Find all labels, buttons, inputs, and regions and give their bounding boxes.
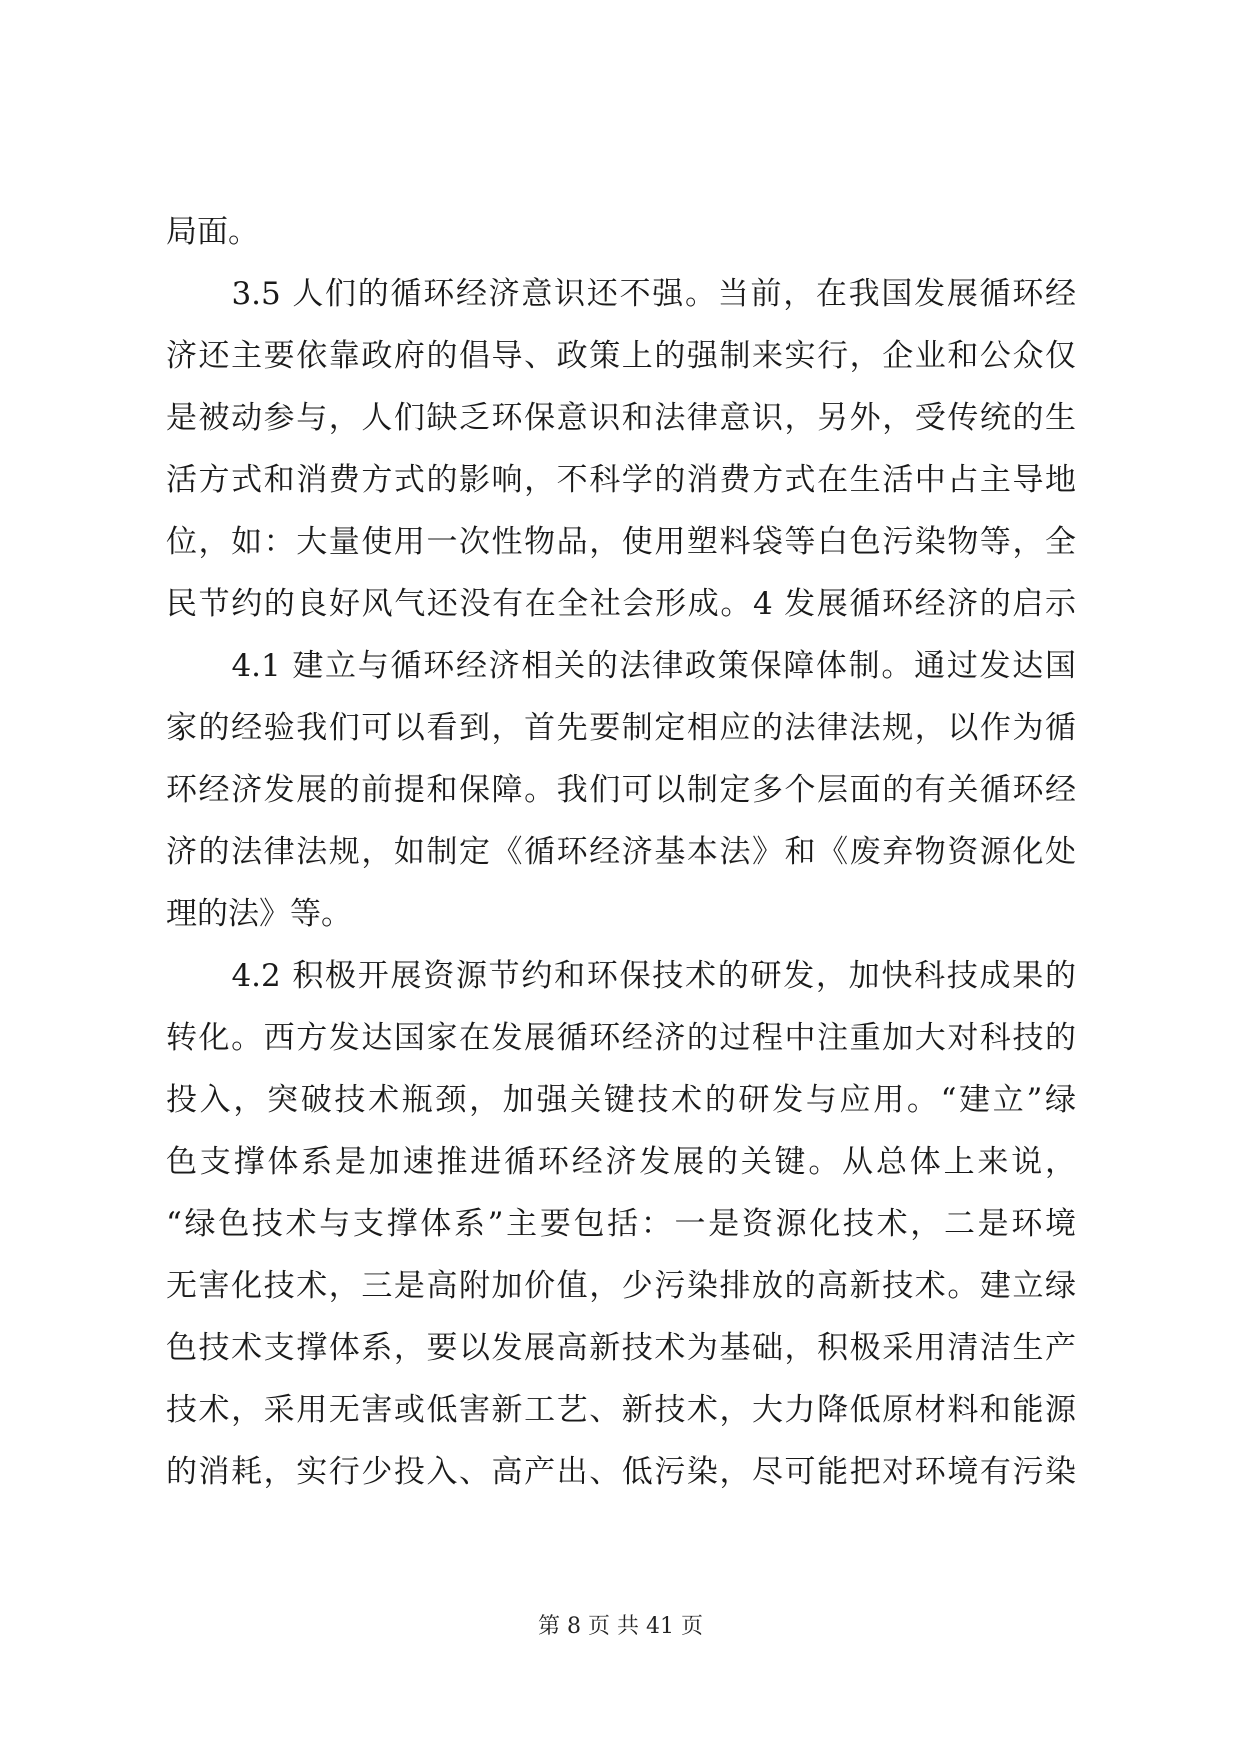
text-line-21: 的消耗，实行少投入、高产出、低污染，尽可能把对环境有污染	[166, 1454, 1076, 1490]
text-line-18: 无害化技术，三是高附加价值，少污染排放的高新技术。建立绿	[166, 1268, 1076, 1304]
text-line-12: 理的法》等。	[166, 896, 352, 932]
text-line-16: 色支撑体系是加速推进循环经济发展的关键。从总体上来说，	[166, 1144, 1076, 1180]
text-line-2: 3.5 人们的循环经济意识还不强。当前，在我国发展循环经	[166, 276, 1076, 312]
page-number-footer: 第 8 页 共 41 页	[538, 1614, 703, 1639]
text-line-14: 转化。西方发达国家在发展循环经济的过程中注重加大对科技的	[166, 1020, 1076, 1056]
text-line-1: 局面。	[166, 214, 259, 250]
text-line-3: 济还主要依靠政府的倡导、政策上的强制来实行，企业和公众仅	[166, 338, 1076, 374]
text-line-15: 投入，突破技术瓶颈，加强关键技术的研发与应用。“建立”绿	[166, 1082, 1076, 1118]
text-line-20: 技术，采用无害或低害新工艺、新技术，大力降低原材料和能源	[166, 1392, 1076, 1428]
text-line-13: 4.2 积极开展资源节约和环保技术的研发，加快科技成果的	[166, 958, 1076, 994]
text-line-8: 4.1 建立与循环经济相关的法律政策保障体制。通过发达国	[166, 648, 1076, 684]
text-line-6: 位，如：大量使用一次性物品，使用塑料袋等白色污染物等，全	[166, 524, 1076, 560]
text-line-5: 活方式和消费方式的影响，不科学的消费方式在生活中占主导地	[166, 462, 1076, 498]
text-line-7: 民节约的良好风气还没有在全社会形成。4 发展循环经济的启示	[166, 586, 1076, 622]
text-line-19: 色技术支撑体系，要以发展高新技术为基础，积极采用清洁生产	[166, 1330, 1076, 1366]
text-line-4: 是被动参与，人们缺乏环保意识和法律意识，另外，受传统的生	[166, 400, 1076, 436]
text-line-17: “绿色技术与支撑体系”主要包括：一是资源化技术，二是环境	[166, 1206, 1076, 1242]
text-line-9: 家的经验我们可以看到，首先要制定相应的法律法规，以作为循	[166, 710, 1076, 746]
text-line-10: 环经济发展的前提和保障。我们可以制定多个层面的有关循环经	[166, 772, 1076, 808]
text-line-11: 济的法律法规，如制定《循环经济基本法》和《废弃物资源化处	[166, 834, 1076, 870]
